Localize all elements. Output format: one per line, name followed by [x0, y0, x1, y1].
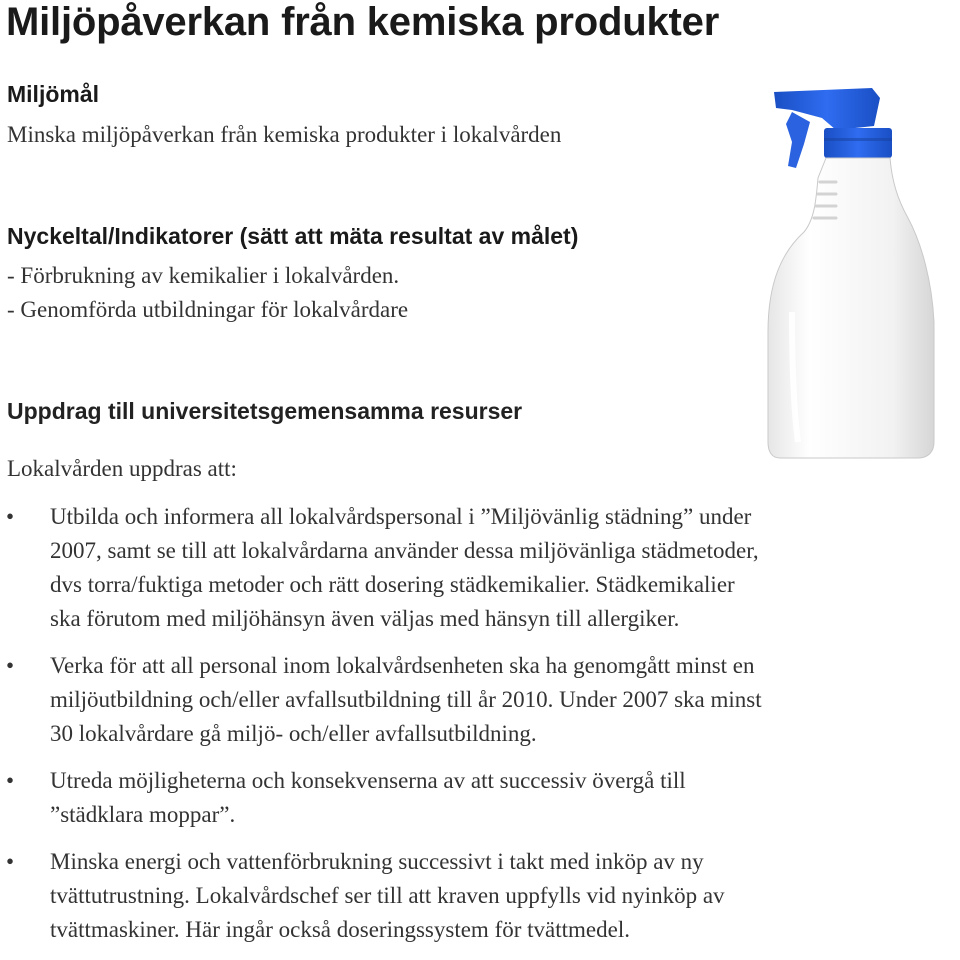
assignment-heading: Uppdrag till universitetsgemensamma resurser: [7, 398, 523, 424]
bullet-item: [0, 500, 900, 636]
bullet-line: 30 lokalvårdare gå miljö- och/eller avfallsutbildning.: [50, 721, 537, 746]
bullet-marker: •: [6, 504, 15, 529]
bullet-line: miljöutbildning och/eller avfallsutbildning till år 2010. Under 2007 ska minst: [50, 687, 762, 712]
bullet-marker: •: [6, 768, 15, 793]
bullet-line: dvs torra/fuktiga metoder och rätt dosering städkemikalier. Städkemikalier: [50, 572, 735, 597]
bullet-line: Utreda möjligheterna och konsekvenserna av att successiv övergå till: [50, 768, 686, 793]
bullet-line: ska förutom med miljöhänsyn även väljas med hänsyn till allergiker.: [50, 606, 680, 631]
bullet-item: [0, 845, 900, 947]
goal-text: Minska miljöpåverkan från kemiska produkter i lokalvården: [7, 122, 562, 147]
spray-bottle-image: [752, 82, 960, 462]
indicator-item: - Genomförda utbildningar för lokalvårdare: [7, 297, 409, 322]
bullet-line: 2007, samt se till att lokalvårdarna använder dessa miljövänliga städmetoder,: [50, 538, 759, 563]
bullet-item: [0, 649, 900, 751]
indicators-heading: Nyckeltal/Indikatorer (sätt att mäta resultat av målet): [7, 223, 579, 249]
bullet-line: ”städklara moppar”.: [50, 802, 236, 827]
bullet-marker: •: [6, 653, 15, 678]
bullet-marker: •: [6, 849, 15, 874]
assignment-bullet-list: [0, 500, 900, 960]
goal-heading: Miljömål: [7, 81, 100, 107]
bullet-line: tvättutrustning. Lokalvårdschef ser till att kraven uppfylls vid nyinköp av: [50, 883, 725, 908]
bullet-line: Utbilda och informera all lokalvårdspersonal i ”Miljövänlig städning” under: [50, 504, 752, 529]
bullet-item: [0, 764, 900, 832]
assignment-intro: Lokalvården uppdras att:: [7, 456, 237, 481]
page-title: Miljöpåverkan från kemiska produkter: [6, 0, 720, 44]
bullet-line: Minska energi och vattenförbrukning successivt i takt med inköp av ny: [50, 849, 704, 874]
bullet-line: Verka för att all personal inom lokalvårdsenheten ska ha genomgått minst en: [50, 653, 755, 678]
spray-bottle-icon: [752, 82, 960, 462]
bullet-line: tvättmaskiner. Här ingår också doseringssystem för tvättmedel.: [50, 917, 630, 942]
indicator-item: - Förbrukning av kemikalier i lokalvården.: [7, 263, 400, 288]
